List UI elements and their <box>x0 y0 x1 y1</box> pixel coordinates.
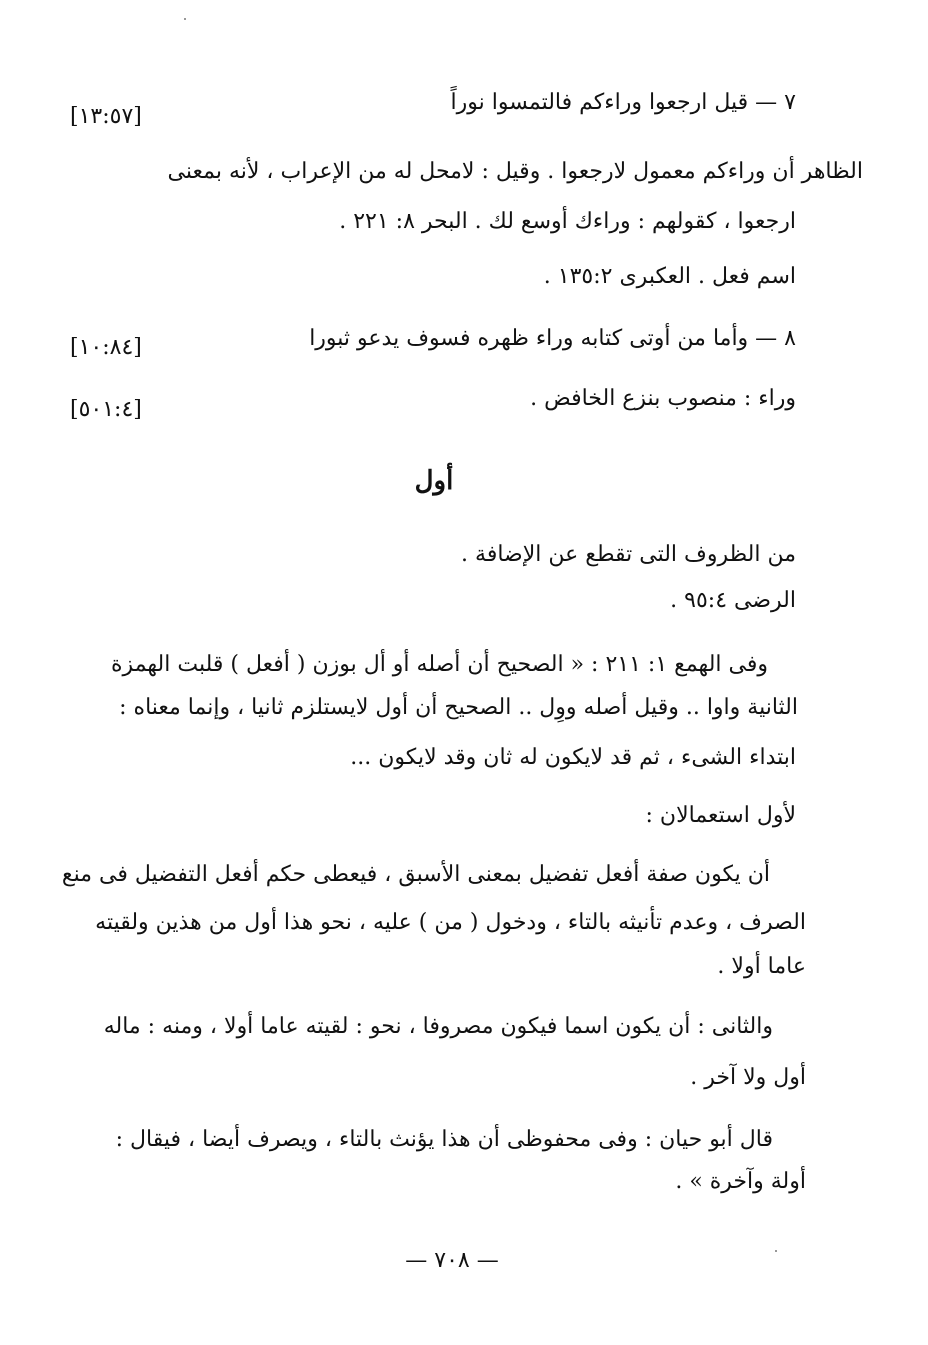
scan-speck <box>184 18 186 20</box>
body-line: الثانية واوا .. وقيل أصله ووِل .. الصحيح أن أول لايستلزم ثانيا ، وإنما معناه : <box>119 695 798 720</box>
body-line: أول ولا آخر . <box>690 1065 806 1090</box>
commentary-reference: [٥٠١:٤] <box>70 397 142 422</box>
verse-8-reference: [١٠:٨٤] <box>70 335 142 360</box>
commentary-line: وراء : منصوب بنزع الخافض . <box>530 386 796 411</box>
body-line: ابتداء الشىء ، ثم قد لايكون له ثان وقد لايكون ... <box>350 745 796 770</box>
commentary-line: ارجعوا ، كقولهم : وراءك أوسع لك . البحر ٨: ٢٢١ . <box>339 209 796 234</box>
verse-8: ٨ — وأما من أوتى كتابه وراء ظهره فسوف يدعو ثبورا <box>309 326 796 351</box>
body-line: الصرف ، وعدم تأنيثه بالتاء ، ودخول ( من ) عليه ، نحو هذا أول من هذين ولقيته <box>95 910 806 935</box>
verse-7: ٧ — قيل ارجعوا وراءكم فالتمسوا نوراً <box>450 90 796 115</box>
section-heading: أول <box>414 466 454 496</box>
body-line: وفى الهمع ١: ٢١١ : « الصحيح أن أصله أو أل بوزن ( أفعل ) قلبت الهمزة <box>111 652 768 677</box>
body-line: أن يكون صفة أفعل تفضيل بمعنى الأسبق ، فيعطى حكم أفعل التفضيل فى منع <box>61 862 770 887</box>
body-line: من الظروف التى تقطع عن الإضافة . <box>461 542 796 567</box>
body-line: لأول استعمالان : <box>645 803 796 828</box>
body-line: عاما أولا . <box>717 954 806 979</box>
verse-7-reference: [١٣:٥٧] <box>70 104 142 129</box>
body-line: أولة وآخرة » . <box>675 1169 806 1194</box>
body-line: قال أبو حيان : وفى محفوظى أن هذا يؤنث بالتاء ، ويصرف أيضا ، فيقال : <box>115 1127 773 1152</box>
commentary-line: الظاهر أن وراءكم معمول لارجعوا . وقيل : لامحل له من الإعراب ، لأنه بمعنى <box>167 159 863 184</box>
body-line: والثانى : أن يكون اسما فيكون مصروفا ، نحو : لقيته عاما أولا ، ومنه : ماله <box>103 1014 773 1039</box>
page-number: — ٧٠٨ — <box>405 1248 499 1273</box>
commentary-line: اسم فعل . العكبرى ١٣٥:٢ . <box>543 264 796 289</box>
body-line: الرضى ٩٥:٤ . <box>670 588 796 613</box>
